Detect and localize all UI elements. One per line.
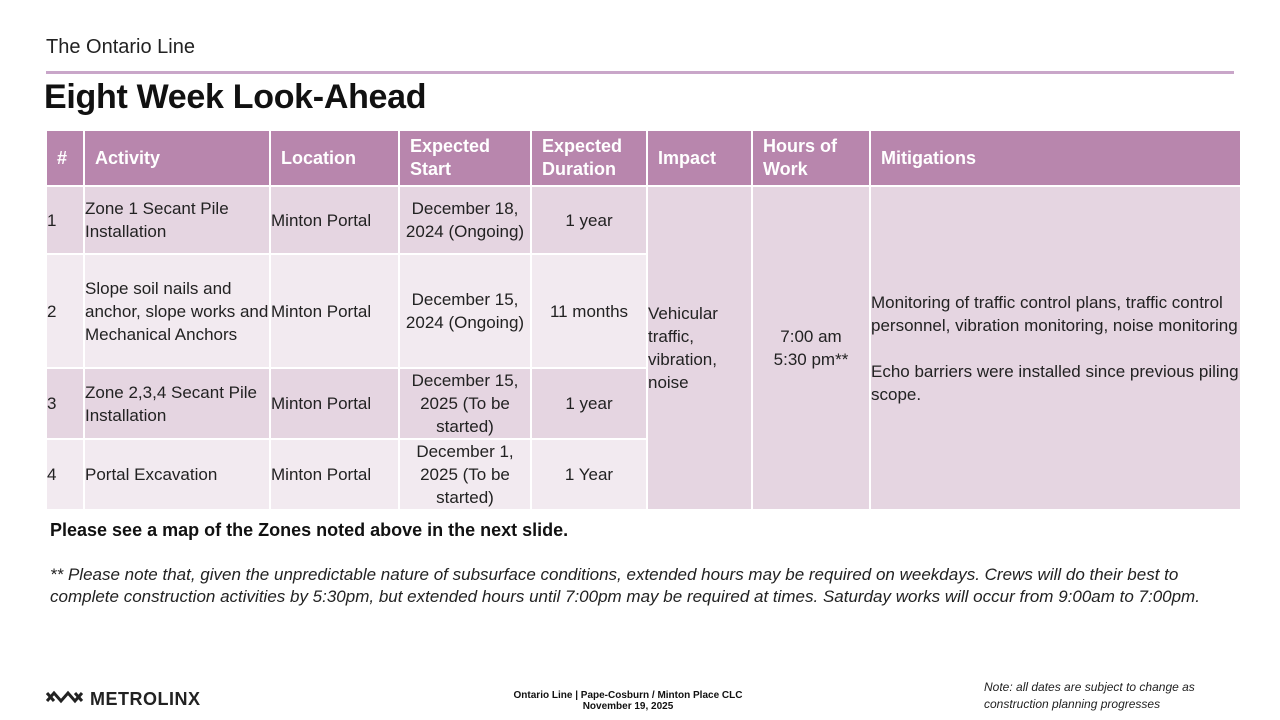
row-number: 4	[46, 439, 84, 510]
expected-start-cell: December 18, 2024 (Ongoing)	[399, 186, 531, 254]
column-header-location: Location	[270, 130, 399, 186]
expected-duration-cell: 1 year	[531, 186, 647, 254]
hours-start: 7:00 am	[780, 327, 842, 346]
hours-of-work-cell	[752, 186, 870, 510]
row-number: 1	[46, 186, 84, 254]
column-header-impact: Impact	[647, 130, 752, 186]
column-header-activity: Activity	[84, 130, 270, 186]
expected-duration-cell: 1 Year	[531, 439, 647, 510]
mitigation-paragraph: Echo barriers were installed since previous piling scope.	[871, 361, 1239, 404]
column-header-expected-start: Expected Start	[399, 130, 531, 186]
activity-cell: Slope soil nails and anchor, slope works and Mechanical Anchors	[84, 254, 270, 368]
expected-start-cell: December 15, 2024 (Ongoing)	[399, 254, 531, 368]
metrolinx-logo	[46, 687, 201, 711]
activity-cell: Zone 1 Secant Pile Installation	[84, 186, 270, 254]
column-header-expected-duration: Expected Duration	[531, 130, 647, 186]
disclaimer-line: Note: all dates are subject to change as	[984, 680, 1195, 694]
expected-start-cell: December 1, 2025 (To be started)	[399, 439, 531, 510]
disclaimer-line: construction planning progresses	[984, 697, 1161, 711]
footer-meeting-date: November 19, 2025	[582, 701, 674, 712]
footer-meeting-info	[478, 690, 778, 712]
row-number: 3	[46, 368, 84, 439]
location-cell: Minton Portal	[270, 439, 399, 510]
map-note: Please see a map of the Zones noted above in the next slide.	[50, 520, 569, 540]
hours-footnote: ** Please note that, given the unpredictable nature of subsurface conditions, extended hours may be required on weekdays. Crews will do their best to complete construction activities by 5:30pm, but extended hours until 7:00pm may be required at times. Saturday works will occur from 9:00am to 7:00pm.	[50, 565, 1200, 606]
impact-cell: Vehicular traffic, vibration, noise	[647, 186, 752, 510]
page-title: Eight Week Look-Ahead	[44, 78, 427, 116]
presentation-name: The Ontario Line	[46, 36, 195, 58]
location-cell: Minton Portal	[270, 368, 399, 439]
lookahead-table	[45, 129, 1242, 511]
hours-end: 5:30 pm**	[773, 350, 849, 369]
table-header-row	[46, 130, 1241, 186]
logo-text: METROLINX	[90, 688, 201, 709]
activity-cell: Portal Excavation	[84, 439, 270, 510]
footer-meeting-title: Ontario Line | Pape-Cosburn / Minton Place CLC	[513, 690, 743, 701]
mitigations-cell	[870, 186, 1241, 510]
column-header-mitigations: Mitigations	[870, 130, 1241, 186]
metrolinx-logo-icon	[46, 689, 84, 710]
expected-start-cell: December 15, 2025 (To be started)	[399, 368, 531, 439]
mitigation-paragraph: Monitoring of traffic control plans, traffic control personnel, vibration monitoring, noise monitoring	[871, 292, 1238, 335]
table-row	[46, 186, 1241, 254]
expected-duration-cell: 1 year	[531, 368, 647, 439]
location-cell: Minton Portal	[270, 254, 399, 368]
activity-cell: Zone 2,3,4 Secant Pile Installation	[84, 368, 270, 439]
column-header-number: #	[46, 130, 84, 186]
row-number: 2	[46, 254, 84, 368]
column-header-hours-of-work: Hours of Work	[752, 130, 870, 186]
title-divider	[46, 71, 1234, 74]
expected-duration-cell: 11 months	[531, 254, 647, 368]
footer-disclaimer	[984, 679, 1195, 713]
location-cell: Minton Portal	[270, 186, 399, 254]
